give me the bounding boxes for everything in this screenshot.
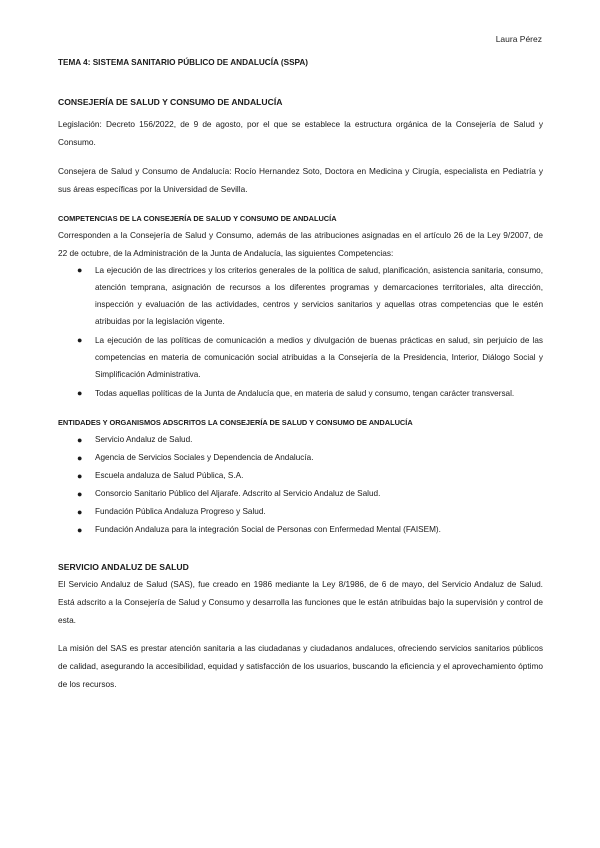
sas-paragraph-2: La misión del SAS es prestar atención sanitaria a las ciudadanas y ciudadanos andaluces, ofreciendo servicios sanitarios públicos de calidad, asegurando la accesibilidad, equidad y satisfacción de los usuarios, buscando la eficiencia y el aprovechamiento óptimo de los recursos. bbox=[58, 643, 543, 689]
list-item: ● Fundación Andaluza para la integración Social de Personas con Enfermedad Mental (FAISEM). bbox=[58, 521, 543, 539]
bullet-icon: ● bbox=[77, 435, 83, 445]
bullet-icon: ● bbox=[77, 471, 83, 481]
bullet-icon: ● bbox=[77, 489, 83, 499]
consejera-paragraph: Consejera de Salud y Consumo de Andalucía: Rocío Hernandez Soto, Doctora en Medicina y Cirugía, especialista en Pediatría y sus áreas específicas por la Universidad de Sevilla. bbox=[58, 166, 543, 194]
bullet-icon: ● bbox=[77, 335, 83, 345]
bullet-icon: ● bbox=[77, 453, 83, 463]
author-name: Laura Pérez bbox=[495, 34, 542, 44]
competencias-list bbox=[58, 262, 543, 402]
sas-paragraph-1: El Servicio Andaluz de Salud (SAS), fue creado en 1986 mediante la Ley 8/1986, de 6 de mayo, del Servicio Andaluz de Salud. Está adscrito a la Consejería de Salud y Consumo y desarrolla las funciones que le están atribuidas bajo la supervisión y control de esta. bbox=[58, 579, 543, 625]
list-item: ● Servicio Andaluz de Salud. bbox=[58, 431, 543, 449]
document-content bbox=[58, 57, 543, 693]
list-item: ● La ejecución de las políticas de comunicación a medios y divulgación de buenas prácticas en salud, sin perjuicio de las competencias en materia de comunicación social atribuidas a la Consejería de la Presidencia, Interior, Diálogo Social y Simplificación Administrativa. bbox=[58, 332, 543, 383]
bullet-icon: ● bbox=[77, 265, 83, 275]
competencias-intro: Corresponden a la Consejería de Salud y Consumo, además de las atribuciones asignadas en el artículo 26 de la Ley 9/2007, de 22 de octubre, de la Administración de la Junta de Andalucía, las siguientes Competencias: bbox=[58, 230, 543, 258]
bullet-icon: ● bbox=[77, 388, 83, 398]
legislacion-paragraph: Legislación: Decreto 156/2022, de 9 de agosto, por el que se establece la estructura orgánica de la Consejería de Salud y Consumo. bbox=[58, 119, 543, 147]
entidades-list bbox=[58, 431, 543, 539]
list-item: ● Fundación Pública Andaluza Progreso y Salud. bbox=[58, 503, 543, 521]
list-item: ● Agencia de Servicios Sociales y Dependencia de Andalucía. bbox=[58, 449, 543, 467]
tema-title: TEMA 4: SISTEMA SANITARIO PÚBLICO DE ANDALUCÍA (SSPA) bbox=[58, 58, 309, 67]
consejeria-heading: CONSEJERÍA DE SALUD Y CONSUMO DE ANDALUCÍA bbox=[58, 97, 283, 107]
entidades-heading: ENTIDADES Y ORGANISMOS ADSCRITOS LA CONSEJERÍA DE SALUD Y CONSUMO DE ANDALUCÍA bbox=[58, 418, 413, 427]
list-item: ● La ejecución de las directrices y los criterios generales de la política de salud, planificación, asistencia sanitaria, consumo, atención temprana, asignación de recursos a los diferentes programas y demarcaciones territoriales, alta dirección, inspección y evaluación de las actividades, centros y servicios sanitarios y aquellas otras competencias que le estén atribuidas por la legislación vigente. bbox=[58, 262, 543, 330]
competencias-heading: COMPETENCIAS DE LA CONSEJERÍA DE SALUD Y CONSUMO DE ANDALUCÍA bbox=[58, 214, 337, 223]
list-item: ● Escuela andaluza de Salud Pública, S.A. bbox=[58, 467, 543, 485]
list-item: ● Consorcio Sanitario Público del Aljarafe. Adscrito al Servicio Andaluz de Salud. bbox=[58, 485, 543, 503]
bullet-icon: ● bbox=[77, 507, 83, 517]
sas-heading: SERVICIO ANDALUZ DE SALUD bbox=[58, 562, 189, 572]
list-item: ● Todas aquellas políticas de la Junta de Andalucía que, en materia de salud y consumo, tengan carácter transversal. bbox=[58, 385, 543, 402]
bullet-icon: ● bbox=[77, 525, 83, 535]
